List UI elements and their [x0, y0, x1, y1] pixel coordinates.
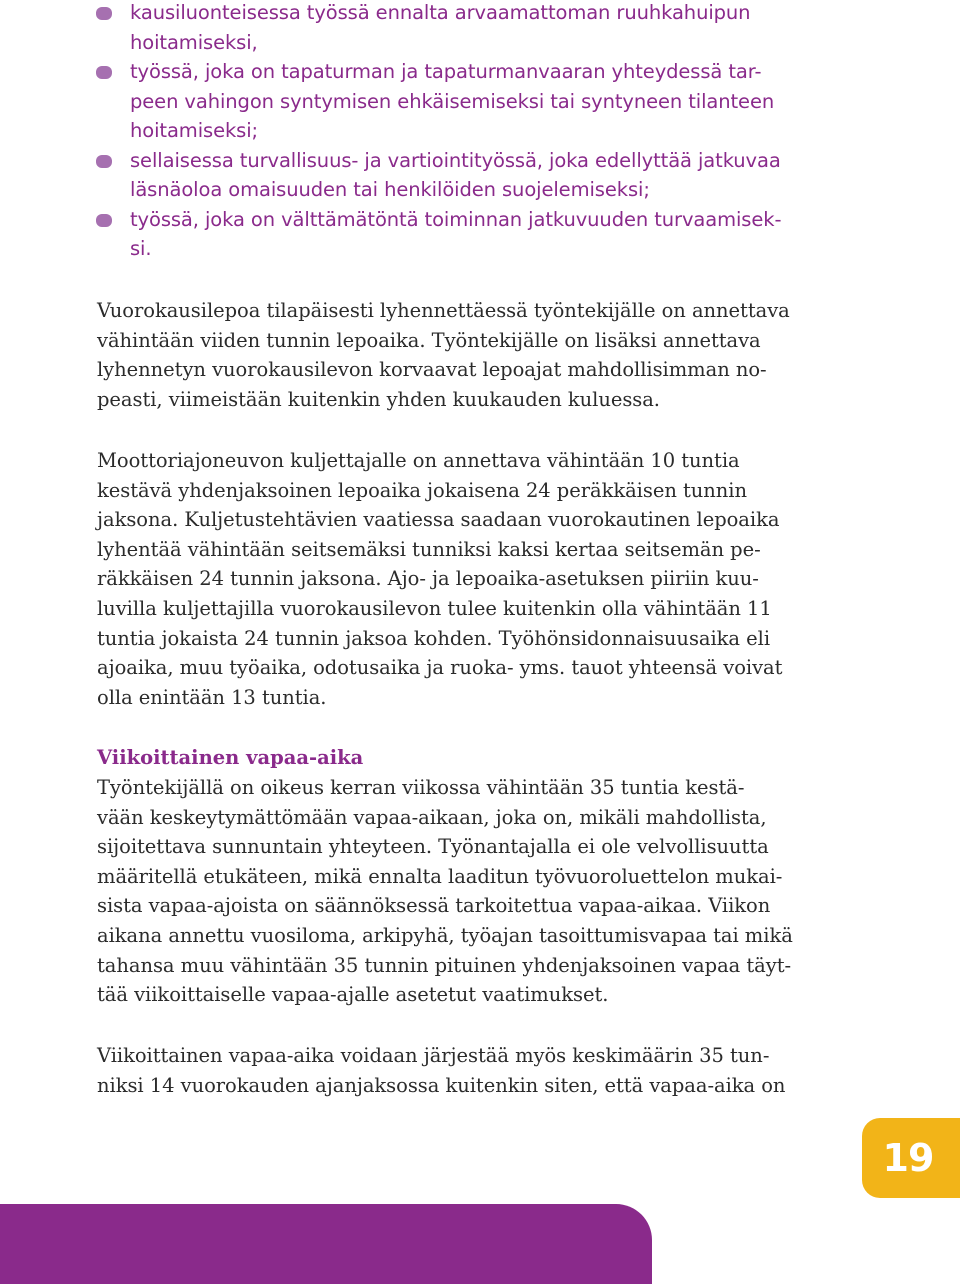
paragraph-driver-rest — [97, 446, 877, 712]
bullet-item — [96, 57, 856, 146]
bullet-line: sellaisessa turvallisuus- ja vartiointityössä, joka edellyttää jatkuvaa — [130, 148, 781, 172]
paragraph-line: sijoitettava sunnuntain yhteyteen. Työnantajalla ei ole velvollisuutta — [97, 835, 769, 859]
paragraph-line: luvilla kuljettajilla vuorokausilevon tulee kuitenkin olla vähintään 11 — [97, 596, 772, 620]
paragraph-line: Moottoriajoneuvon kuljettajalle on annettava vähintään 10 tuntia — [97, 449, 740, 472]
bullet-line: työssä, joka on tapaturman ja tapaturmanvaaran yhteydessä tar- — [130, 60, 762, 83]
paragraph-line: vään keskeytymättömään vapaa-aikaan, joka on, mikäli mahdollista, — [97, 805, 767, 829]
paragraph-line: jaksona. Kuljetustehtävien vaatiessa saadaan vuorokautinen lepoaika — [97, 508, 780, 532]
paragraph-line: Työntekijällä on oikeus kerran viikossa vähintään 35 tuntia kestä- — [97, 776, 745, 799]
section-heading: Viikoittainen vapaa-aika — [97, 746, 364, 769]
paragraph-line: peasti, viimeistään kuitenkin yhden kuukauden kuluessa. — [97, 387, 660, 411]
bullet-dot-icon — [96, 214, 112, 227]
paragraph-line: tuntia jokaista 24 tunnin jaksoa kohden. Työhönsidonnaisuusaika eli — [97, 626, 771, 650]
paragraph-line: tahansa muu vähintään 35 tunnin pituinen yhdenjaksoinen vapaa täyt- — [97, 953, 792, 977]
paragraph-line: niksi 14 vuorokauden ajanjaksossa kuitenkin siten, että vapaa-aika on — [97, 1073, 786, 1097]
paragraph-shortened-rest — [97, 296, 877, 414]
bullet-dot-icon — [96, 7, 112, 20]
footer-bar — [0, 1204, 652, 1284]
paragraph-line: Viikoittainen vapaa-aika voidaan järjestää myös keskimäärin 35 tun- — [97, 1044, 770, 1067]
page-number: 19 — [882, 1136, 934, 1180]
paragraph-line: kestävä yhdenjaksoinen lepoaika jokaisena 24 peräkkäisen tunnin — [97, 478, 747, 502]
bullet-line: läsnäoloa omaisuuden tai henkilöiden suojelemiseksi; — [130, 178, 650, 201]
bullet-list — [96, 0, 856, 264]
bullet-line: peen vahingon syntymisen ehkäisemiseksi tai syntyneen tilanteen — [130, 89, 775, 113]
paragraph-weekly-free-time — [97, 773, 877, 1010]
bullet-line: hoitamiseksi; — [130, 119, 259, 142]
paragraph-line: räkkäisen 24 tunnin jaksona. Ajo- ja lepoaika-asetuksen piiriin kuu- — [97, 567, 759, 591]
bullet-line: hoitamiseksi, — [130, 30, 258, 54]
bullet-line: si. — [130, 237, 152, 260]
paragraph-line: lyhentää vähintään seitsemäksi tunniksi kaksi kertaa seitsemän pe- — [97, 537, 761, 561]
paragraph-average-free-time — [97, 1041, 877, 1100]
paragraph-line: aikana annettu vuosiloma, arkipyhä, työajan tasoittumisvapaa tai mikä — [97, 923, 793, 947]
bullet-line: kausiluonteisessa työssä ennalta arvaamattoman ruuhkahuipun — [130, 1, 751, 24]
paragraph-line: olla enintään 13 tuntia. — [97, 685, 327, 709]
bullet-dot-icon — [96, 155, 112, 168]
paragraph-line: ajoaika, muu työaika, odotusaika ja ruoka- yms. tauot yhteensä voivat — [97, 656, 783, 680]
paragraph-line: lyhennetyn vuorokausilevon korvaavat lepoajat mahdollisimman no- — [97, 358, 767, 382]
bullet-item — [96, 205, 856, 264]
bullet-line: työssä, joka on välttämätöntä toiminnan jatkuvuuden turvaamisek- — [130, 207, 782, 231]
bullet-item — [96, 0, 856, 57]
paragraph-line: tää viikoittaiselle vapaa-ajalle asetetut vaatimukset. — [97, 983, 609, 1007]
paragraph-line: sista vapaa-ajoista on säännöksessä tarkoitettua vapaa-aikaa. Viikon — [97, 894, 771, 918]
paragraph-line: vähintään viiden tunnin lepoaika. Työntekijälle on lisäksi annettava — [97, 328, 761, 352]
bullet-dot-icon — [96, 66, 112, 79]
paragraph-line: määritellä etukäteen, mikä ennalta laaditun työvuoroluettelon mukai- — [97, 864, 783, 888]
paragraph-line: Vuorokausilepoa tilapäisesti lyhennettäessä työntekijälle on annettava — [97, 299, 790, 322]
bullet-item — [96, 146, 856, 205]
page-number-badge — [862, 1118, 960, 1198]
